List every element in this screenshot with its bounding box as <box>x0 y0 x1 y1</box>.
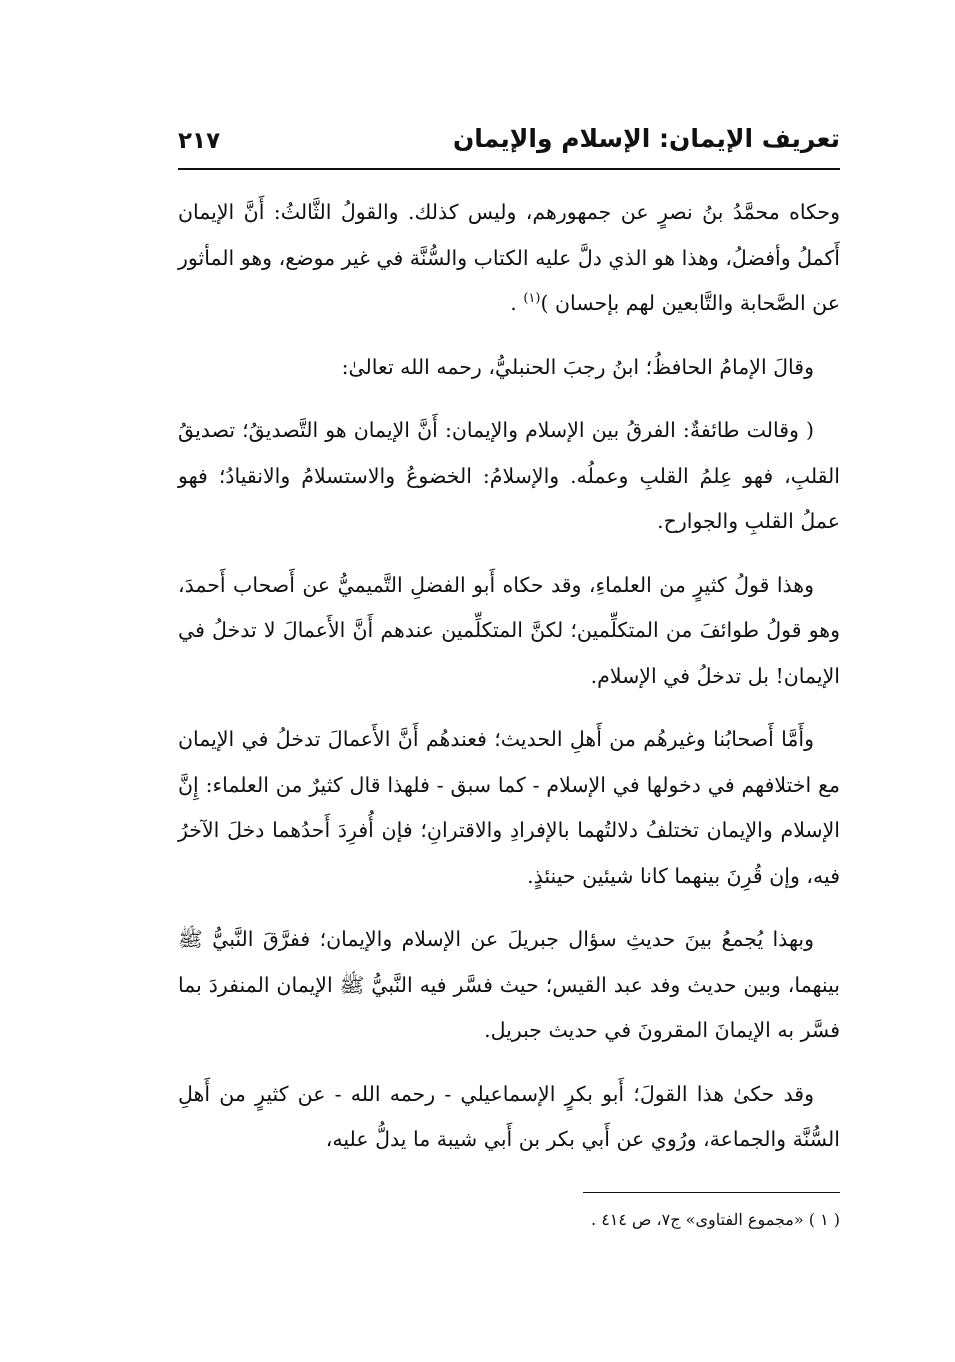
paragraph-5: وأَمَّا أَصحابُنا وغيرهُم من أَهلِ الحديث؛ فعندهُم أَنَّ الأَعمالَ تدخلُ في الإيمان مع اختلافهم في دخولها في الإسلام - كما سبق - فلهذا قال كثيرٌ من العلماء: إِنَّ الإسلام والإيمان تختلفُ دلالتُهما بالإفرادِ والاقترانِ؛ فإن أُفرِدَ أَحدُهما دخلَ الآخرُ فيه، وإن قُرِنَ بينهما كانا شيئين حينئذٍ. <box>178 727 840 888</box>
running-title: تعريف الإيمان: الإسلام والإيمان <box>452 124 840 153</box>
paragraph-1-end: . <box>510 291 517 315</box>
footnote: ( ١ ) «مجموع الفتاوى» ج٧، ص ٤١٤ . <box>591 1210 840 1229</box>
paragraph-3: ( وقالت طائفةٌ: الفرقُ بين الإسلام والإيمان: أَنَّ الإيمان هو التَّصديقُ؛ تصديقُ القلبِ، فهو عِلمُ القلبِ وعملُه. والإسلامُ: الخضوعُ والاستسلامُ والانقيادُ؛ فهو عملُ القلبِ والجوارح. <box>178 418 840 533</box>
footnote-reference: (١) <box>523 291 541 307</box>
page-header <box>178 118 840 162</box>
paragraph-1 <box>178 190 840 327</box>
paragraph-6: وبهذا يُجمعُ بينَ حديثِ سؤال جبريلَ عن الإسلام والإيمان؛ ففرَّقَ النَّبيُّ ﷺ بينهما، وبين حديث وفد عبد القيس؛ حيث فسَّر فيه النَّبيُّ ﷺ الإيمان المنفردَ بما فسَّر به الإيمانَ المقرونَ في حديث جبريل. <box>178 927 840 1042</box>
main-text <box>178 190 840 1181</box>
footnote-rule <box>583 1192 840 1193</box>
paragraph-4: وهذا قولُ كثيرٍ من العلماءِ، وقد حكاه أَبو الفضلِ التَّميميُّ عن أَصحاب أَحمدَ، وهو قولُ طوائفَ من المتكلِّمين؛ لكنَّ المتكلِّمين عندهم أَنَّ الأَعمالَ لا تدخلُ في الإيمان! بل تدخلُ في الإسلام. <box>178 572 840 688</box>
header-rule <box>178 168 840 170</box>
paragraph-1-text: وحكاه محمَّدُ بنُ نصرٍ عن جمهورهم، وليس كذلك. والقولُ الثَّالثُ: أَنَّ الإيمان أَكملُ وأفضلُ، وهذا هو الذي دلَّ عليه الكتاب والسُّنَّة في غير موضع، وهو المأثور عن الصَّحابة والتَّابعين لهم بإحسان ) <box>178 200 840 315</box>
page-number: ٢١٧ <box>178 128 221 154</box>
paragraph-2: وقالَ الإمامُ الحافظُ؛ ابنُ رجبَ الحنبليُّ، رحمه الله تعالىٰ: <box>341 354 814 379</box>
paragraph-7: وقد حكىٰ هذا القولَ؛ أَبو بكرٍ الإسماعيلي - رحمه الله - عن كثيرٍ من أَهلِ السُّنَّة والجماعة، ورُوي عن أَبي بكر بن أَبي شيبة ما يدلُّ عليه، <box>178 1081 840 1151</box>
